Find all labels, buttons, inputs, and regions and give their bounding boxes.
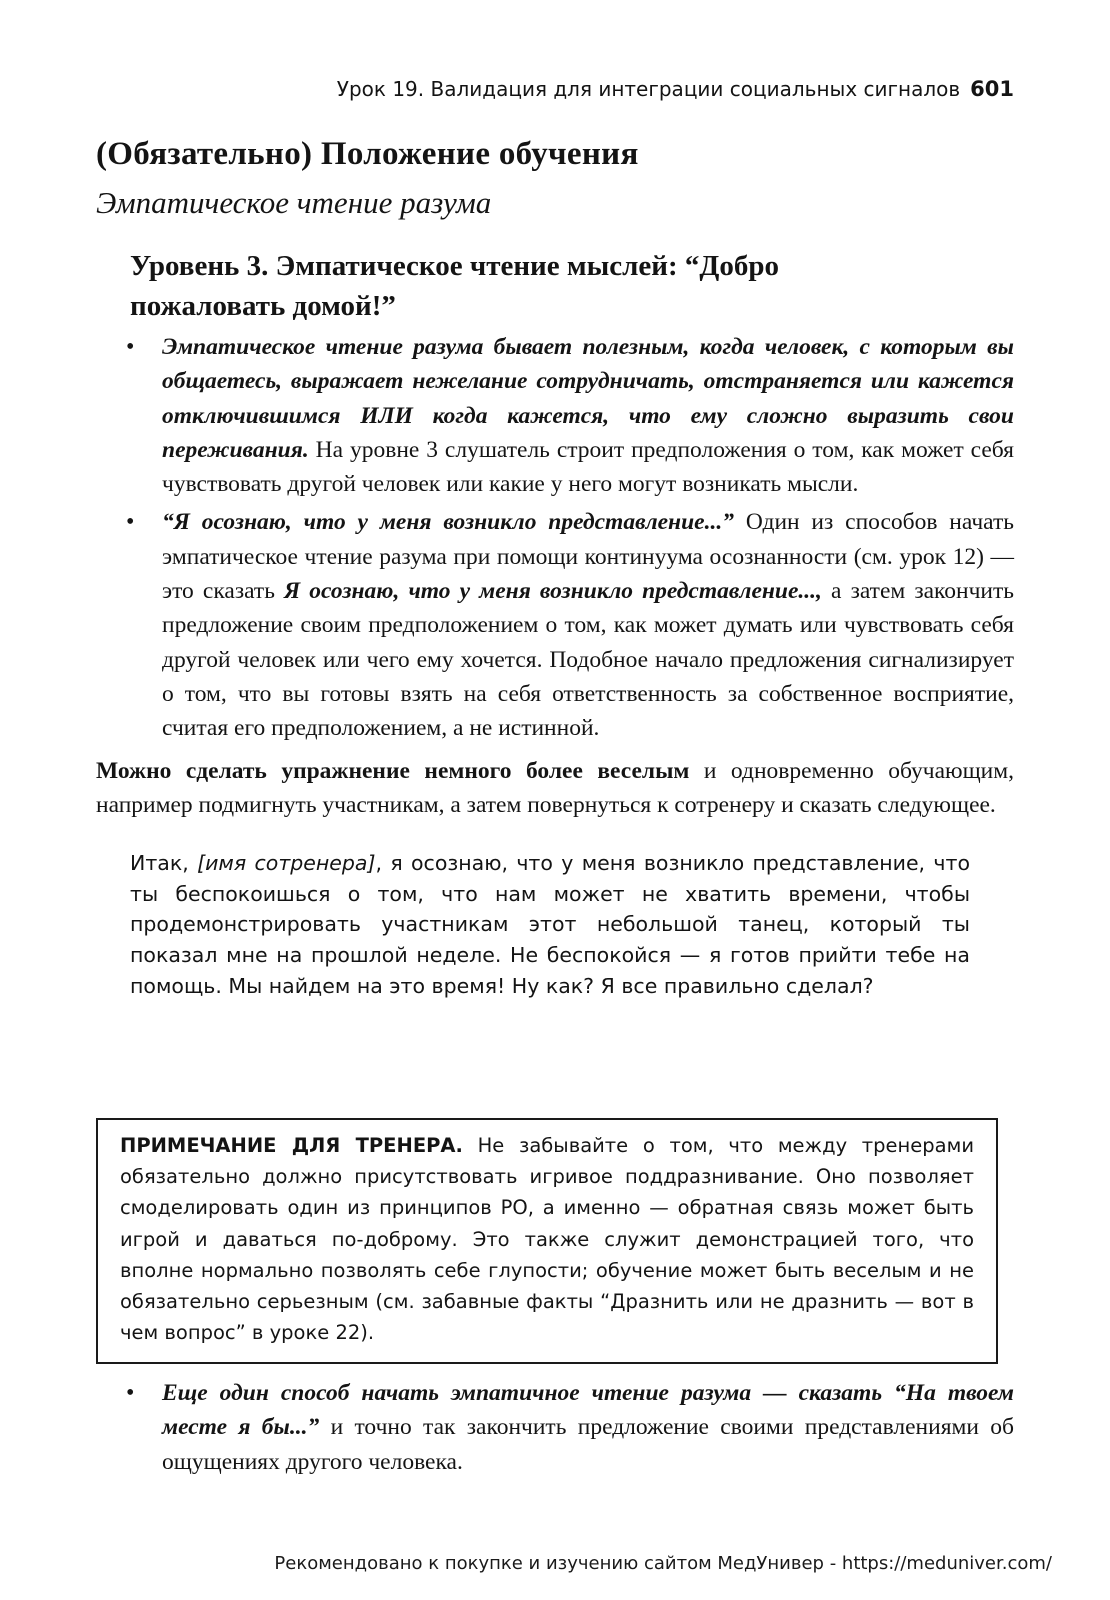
example-quote [130,848,970,1001]
note-label: ПРИМЕЧАНИЕ ДЛЯ ТРЕНЕРА. [120,1134,463,1157]
quote-start: Итак, [130,851,198,876]
trainer-note-box [96,1118,998,1364]
page-number: 601 [970,77,1014,101]
paragraph-text: и одновременно обучающим, например подмигнуть участникам, а затем повернуться к сотренеру и сказать следующее. [96,757,1014,818]
bullet-text: и точно так закончить предложение своими представлениями об ощущениях другого человека. [162,1414,1014,1475]
bullet-list [96,330,1014,746]
bullet-text-continued: а затем закончить предложение своим предположением о том, как может думать или чувствовать себя другой человек или чего ему хочется. Подобное начало предложения сигнализирует о том, что вы готовы взять на себя ответственность за собственное восприятие, считая его предположением, а не истинной. [162,578,1014,742]
bullet-item [96,505,1014,745]
paragraph-bold-lead: Можно сделать упражнение немного более веселым [96,757,690,784]
section-subtitle: Эмпатическое чтение разума [96,185,492,220]
bullet-lead: Эмпатическое чтение разума бывает полезным, когда человек, с которым вы общаетесь, выражает нежелание сотрудничать, отстраняется или кажется отключившимся ИЛИ когда кажется, что ему сложно выразить свои переживания. [162,334,1014,463]
body-paragraph [96,754,1014,823]
quote-text: , я осознаю, что у меня возникло представление, что ты беспокоишься о том, что нам может не хватить времени, чтобы продемонстрировать участникам этот небольшой танец, который ты показал мне на прошлой неделе. Не беспокойся — я готов прийти тебе на помощь. Мы найдем на это время! Ну как? Я все правильно сделал? [130,851,970,998]
running-header [100,72,1014,106]
bullet-item [96,330,1014,501]
bullet-item [96,1376,1014,1479]
bullet-lead: “Я осознаю, что у меня возникло представление...” [162,509,734,536]
footer-watermark: Рекомендовано к покупке и изучению сайтом МедУнивер - https://meduniver.com/ [274,1553,1052,1574]
running-title: Урок 19. Валидация для интеграции социальных сигналов [336,77,961,101]
bullet-lead: Еще один способ начать эмпатичное чтение разума — сказать “На твоем месте я бы...” [162,1380,1014,1441]
section-title: (Обязательно) Положение обучения [96,136,639,172]
main-text [96,330,1014,1001]
bullet-icon: • [126,509,135,536]
bullet-text: На уровне 3 слушатель строит предположения о том, как может себя чувствовать другой человек или какие у него могут возникать мысли. [162,436,1014,498]
bullet-text: Один из способов начать эмпатическое чтение разума при помощи континуума осознанности (см. урок 12) — это сказать [162,509,1014,605]
bottom-bullet-list [96,1376,1014,1479]
bullet-icon: • [126,1380,135,1406]
bullet-icon: • [126,334,135,360]
quote-placeholder: [имя сотренера] [197,851,376,876]
note-text: Не забывайте о том, что между тренерами обязательно должно присутствовать игривое поддразнивание. Оно позволяет смоделировать один из принципов РО, а именно — обратная связь может быть игрой и даваться по-доброму. Это также служит демонстрацией того, что вполне нормально позволять себе глупости; обучение может быть веселым и не обязательно серьезным (см. забавные факты “Дразнить или не дразнить — вот в чем вопрос” в уроке 22). [120,1134,974,1345]
level-title: Уровень 3. Эмпатическое чтение мыслей: “Добро пожаловать домой!” [130,250,779,322]
bullet-emphasis: Я осознаю, что у меня возникло представление..., [284,578,822,605]
